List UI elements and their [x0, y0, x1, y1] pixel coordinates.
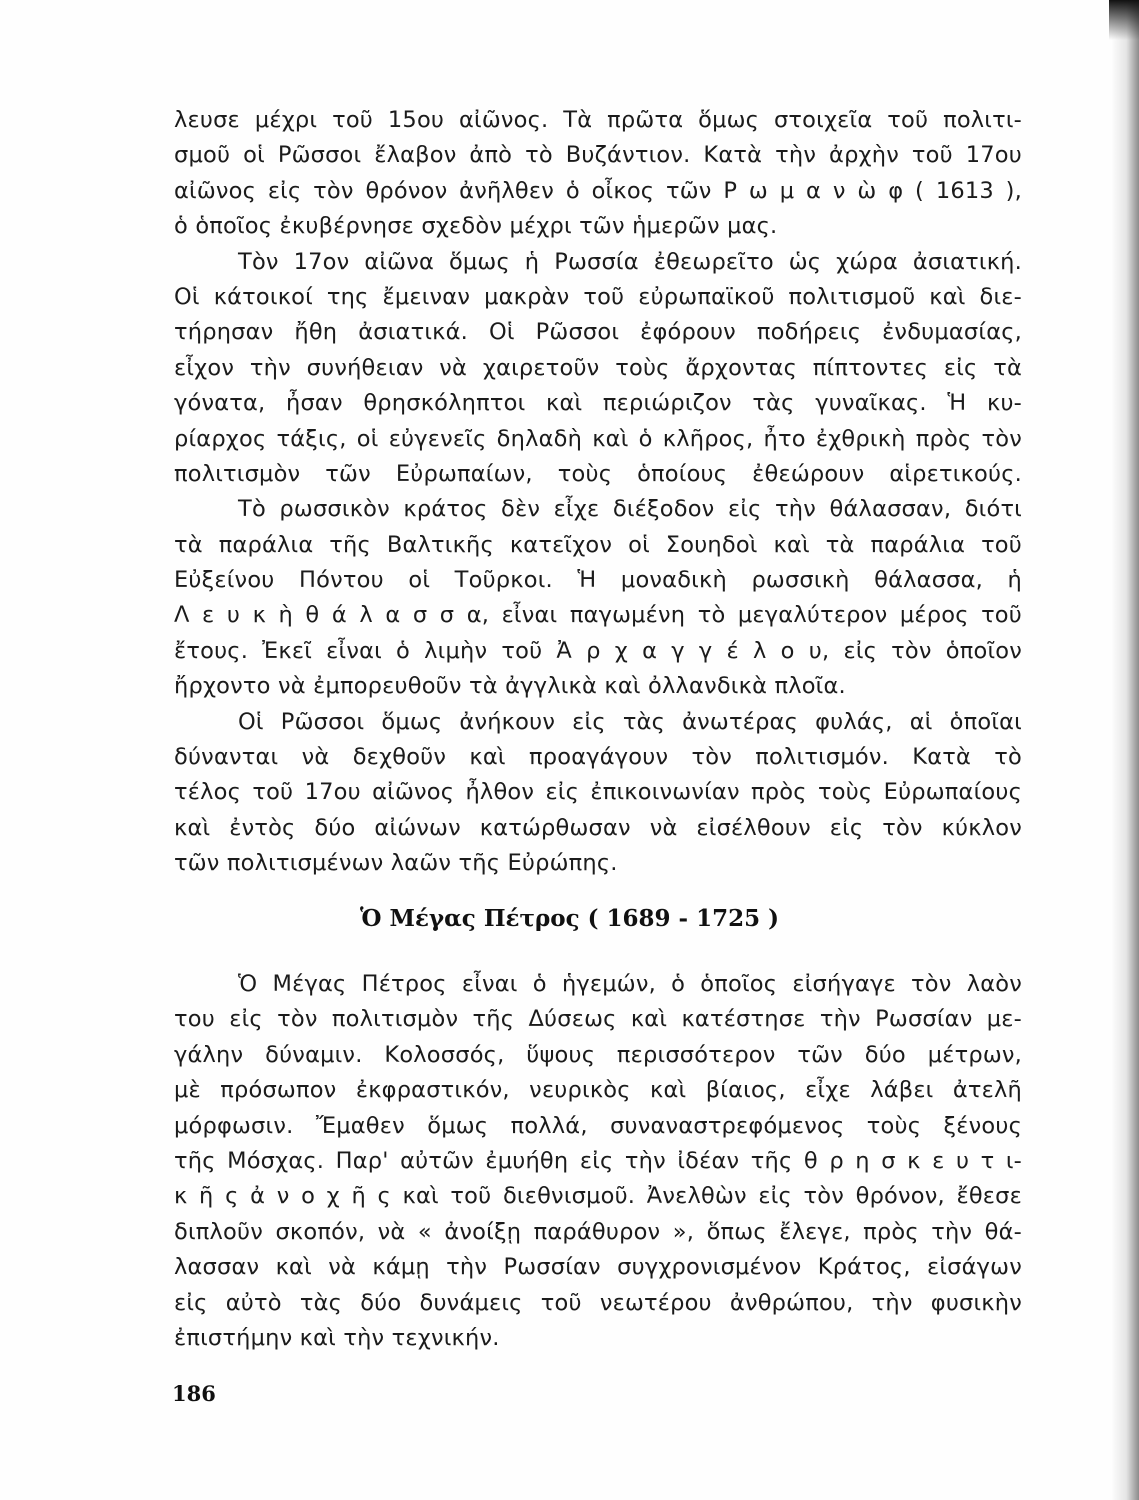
body-text-top — [174, 103, 1022, 882]
text-line: κ ῆ ς ἀ ν ο χ ῆ ς καὶ τοῦ διεθνισμοῦ. Ἀνελθὼν εἰς τὸν θρόνον, ἔθεσε — [174, 1183, 1022, 1210]
text-line: ἐπιστήμην καὶ τὴν τεχνικήν. — [174, 1324, 500, 1351]
page-corner-shadow — [1109, 0, 1139, 40]
text-line: μόρφωσιν. Ἔμαθεν ὅμως πολλά, συναναστρεφόμενος τοὺς ξένους — [174, 1112, 1022, 1139]
text-line: Λ ε υ κ ὴ θ ά λ α σ σ α, εἶναι παγωμένη τὸ μεγαλύτερον μέρος τοῦ — [174, 602, 1022, 629]
text-line: καὶ ἐντὸς δύο αἰώνων κατώρθωσαν νὰ εἰσέλθουν εἰς τὸν κύκλον — [174, 814, 1022, 841]
text-line: Τὸν 17ον αἰῶνα ὅμως ἡ Ρωσσία ἐθεωρεῖτο ὡς χώρα ἀσιατική. — [238, 248, 1022, 275]
text-line: γόνατα, ἦσαν θρησκόληπτοι καὶ περιώριζον τὰς γυναῖκας. Ἡ κυ- — [174, 390, 1022, 417]
section-heading: Ὁ Μέγας Πέτρος ( 1689 - 1725 ) — [359, 905, 780, 932]
text-line: Εὐξείνου Πόντου οἱ Τοῦρκοι. Ἡ μοναδικὴ ρωσσικὴ θάλασσα, ἡ — [174, 567, 1022, 594]
text-line: πολιτισμὸν τῶν Εὐρωπαίων, τοὺς ὁποίους ἐθεώρουν αἱρετικούς. — [174, 460, 1022, 487]
text-line: διπλοῦν σκοπόν, νὰ « ἀνοίξῃ παράθυρον », ὅπως ἔλεγε, πρὸς τὴν θά- — [174, 1218, 1022, 1245]
page-number: 186 — [172, 1381, 216, 1406]
text-line: Οἱ Ρῶσσοι ὅμως ἀνήκουν εἰς τὰς ἀνωτέρας φυλάς, αἱ ὁποῖαι — [238, 708, 1022, 735]
text-line: Οἱ κάτοικοί της ἔμειναν μακρὰν τοῦ εὐρωπαϊκοῦ πολιτισμοῦ καὶ διε- — [174, 283, 1022, 310]
text-line: τήρησαν ἤθη ἀσιατικά. Οἱ Ρῶσσοι ἐφόρουν ποδήρεις ἐνδυμασίας, — [174, 319, 1022, 346]
text-line: εἰς αὐτὸ τὰς δύο δυνάμεις τοῦ νεωτέρου ἀνθρώπου, τὴν φυσικὴν — [174, 1289, 1022, 1316]
page-binding-shadow — [1111, 0, 1139, 1500]
text-line: μὲ πρόσωπον ἐκφραστικόν, νευρικὸς καὶ βίαιος, εἶχε λάβει ἀτελῆ — [174, 1077, 1022, 1104]
text-line: ἔτους. Ἐκεῖ εἶναι ὁ λιμὴν τοῦ Ἀ ρ χ α γ γ έ λ ο υ, εἰς τὸν ὁποῖον — [174, 637, 1022, 664]
text-line: του εἰς τὸν πολιτισμὸν τῆς Δύσεως καὶ κατέστησε τὴν Ρωσσίαν με- — [174, 1006, 1022, 1033]
text-line: αἰῶνος εἰς τὸν θρόνον ἀνῆλθεν ὁ οἶκος τῶν Ρ ω μ α ν ὼ φ ( 1613 ), — [174, 177, 1022, 204]
text-line: τὰ παράλια τῆς Βαλτικῆς κατεῖχον οἱ Σουηδοὶ καὶ τὰ παράλια τοῦ — [174, 531, 1022, 558]
text-line: εἶχον τὴν συνήθειαν νὰ χαιρετοῦν τοὺς ἄρχοντας πίπτοντες εἰς τὰ — [174, 354, 1022, 381]
text-line: ρίαρχος τάξις, οἱ εὐγενεῖς δηλαδὴ καὶ ὁ κλῆρος, ἦτο ἐχθρικὴ πρὸς τὸν — [174, 425, 1022, 452]
text-line: δύνανται νὰ δεχθοῦν καὶ προαγάγουν τὸν πολιτισμόν. Κατὰ τὸ — [174, 744, 1022, 771]
text-line: λασσαν καὶ νὰ κάμῃ τὴν Ρωσσίαν συγχρονισμένον Κράτος, εἰσάγων — [174, 1254, 1022, 1281]
text-line: γάλην δύναμιν. Κολοσσός, ὕψους περισσότερον τῶν δύο μέτρων, — [174, 1041, 1022, 1068]
text-line: τῆς Μόσχας. Παρ' αὐτῶν ἐμυήθη εἰς τὴν ἰδέαν τῆς θ ρ η σ κ ε υ τ ι- — [174, 1147, 1022, 1174]
text-line: ὁ ὁποῖος ἐκυβέρνησε σχεδὸν μέχρι τῶν ἡμερῶν μας. — [174, 213, 778, 240]
text-line: λευσε μέχρι τοῦ 15ου αἰῶνος. Τὰ πρῶτα ὅμως στοιχεῖα τοῦ πολιτι- — [174, 107, 1022, 133]
text-line: τέλος τοῦ 17ου αἰῶνος ἦλθον εἰς ἐπικοινωνίαν πρὸς τοὺς Εὐρωπαίους — [174, 779, 1022, 806]
body-text-bottom — [174, 967, 1022, 1356]
text-line: τῶν πολιτισμένων λαῶν τῆς Εὐρώπης. — [174, 850, 618, 877]
text-line: Τὸ ρωσσικὸν κράτος δὲν εἶχε διέξοδον εἰς τὴν θάλασσαν, διότι — [238, 496, 1022, 523]
text-line: Ὁ Μέγας Πέτρος εἶναι ὁ ἡγεμών, ὁ ὁποῖος εἰσήγαγε τὸν λαὸν — [238, 971, 1022, 997]
text-line: σμοῦ οἱ Ρῶσσοι ἔλαβον ἀπὸ τὸ Βυζάντιον. Κατὰ τὴν ἀρχὴν τοῦ 17ου — [174, 142, 1022, 169]
text-line: ἤρχοντο νὰ ἐμπορευθοῦν τὰ ἀγγλικὰ καὶ ὀλλανδικὰ πλοῖα. — [174, 673, 846, 700]
